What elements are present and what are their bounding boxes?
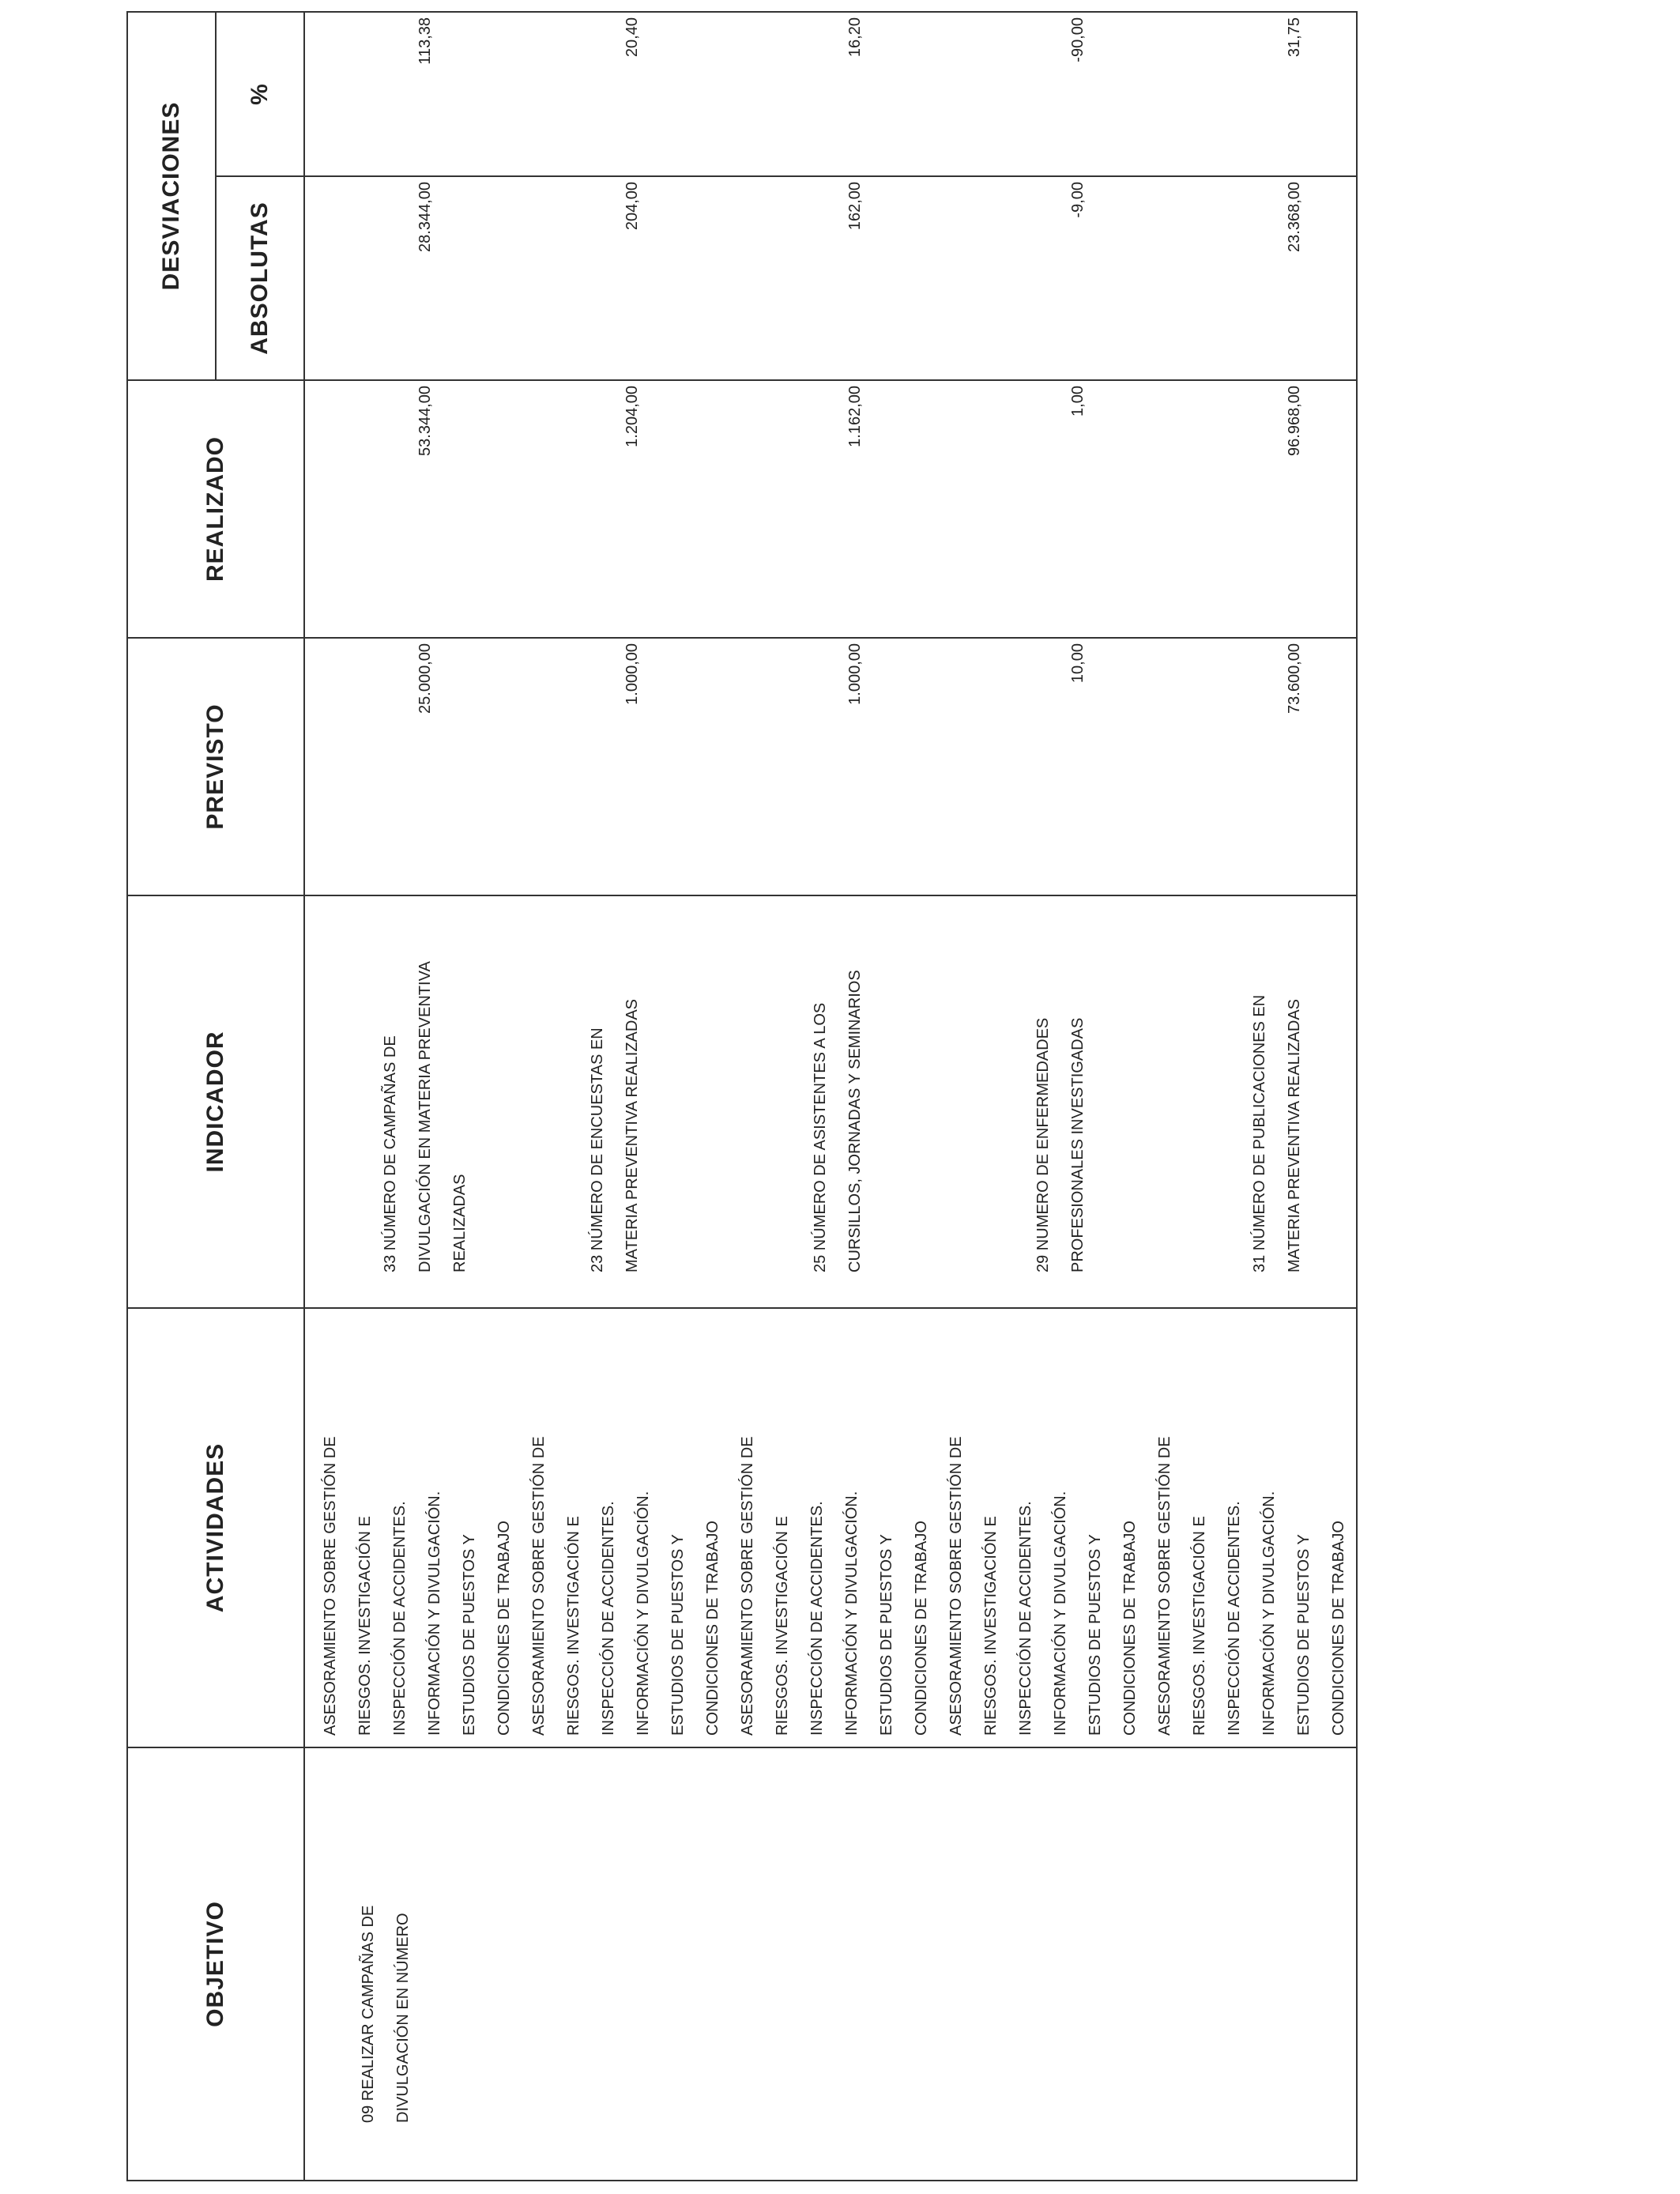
previsto-value: 25.000,00 bbox=[416, 643, 434, 714]
header-previsto: PREVISTO bbox=[127, 638, 304, 895]
absolutas-value: 204,00 bbox=[623, 182, 641, 231]
actividad-line: ASESORAMIENTO SOBRE GESTIÓN DE bbox=[1156, 1436, 1173, 1736]
actividad-line: RIESGOS. INVESTIGACIÓN E bbox=[1191, 1516, 1208, 1736]
indicador-line: 23 NÚMERO DE ENCUESTAS EN bbox=[589, 1027, 606, 1272]
actividad-line: INFORMACIÓN Y DIVULGACIÓN. bbox=[843, 1491, 861, 1736]
porcentaje-value: 16,20 bbox=[846, 17, 864, 58]
actividad-line: RIESGOS. INVESTIGACIÓN E bbox=[982, 1516, 1000, 1736]
header-desviaciones: DESVIACIONES bbox=[127, 12, 216, 380]
realizado-cell bbox=[304, 380, 1357, 638]
objetivo-cell bbox=[304, 1747, 1357, 2181]
actividad-line: ESTUDIOS DE PUESTOS Y bbox=[878, 1534, 895, 1736]
actividad-line: INSPECCIÓN DE ACCIDENTES. bbox=[808, 1501, 826, 1736]
indicador-line: REALIZADAS bbox=[451, 1174, 469, 1272]
actividad-line: ASESORAMIENTO SOBRE GESTIÓN DE bbox=[947, 1436, 965, 1736]
objectives-table bbox=[126, 11, 1358, 2181]
actividad-line: ESTUDIOS DE PUESTOS Y bbox=[1295, 1534, 1313, 1736]
absolutas-value: 162,00 bbox=[846, 182, 864, 231]
objetivo-line: 09 REALIZAR CAMPAÑAS DE bbox=[360, 1905, 377, 2123]
header-porcentaje: % bbox=[216, 12, 304, 176]
actividad-line: INSPECCIÓN DE ACCIDENTES. bbox=[1017, 1501, 1034, 1736]
indicador-cell bbox=[304, 895, 1357, 1308]
actividad-line: ASESORAMIENTO SOBRE GESTIÓN DE bbox=[322, 1436, 339, 1736]
porcentaje-cell bbox=[304, 12, 1357, 176]
previsto-value: 10,00 bbox=[1069, 643, 1087, 684]
absolutas-value: 28.344,00 bbox=[416, 182, 434, 252]
indicador-line: PROFESIONALES INVESTIGADAS bbox=[1069, 1017, 1087, 1272]
indicador-item bbox=[580, 999, 650, 1272]
objetivo-line: DIVULGACIÓN EN NÚMERO bbox=[394, 1913, 412, 2123]
realizado-value: 1.162,00 bbox=[846, 386, 864, 447]
actividad-line: INFORMACIÓN Y DIVULGACIÓN. bbox=[1260, 1491, 1278, 1736]
previsto-value: 1.000,00 bbox=[846, 643, 864, 705]
actividades-cell bbox=[304, 1308, 1357, 1747]
actividad-line: RIESGOS. INVESTIGACIÓN E bbox=[356, 1516, 374, 1736]
indicador-line: 31 NÚMERO DE PUBLICACIONES EN bbox=[1251, 994, 1268, 1272]
header-absolutas: ABSOLUTAS bbox=[216, 176, 304, 380]
actividad-line: INFORMACIÓN Y DIVULGACIÓN. bbox=[635, 1491, 652, 1736]
actividad-line: CONDICIONES DE TRABAJO bbox=[913, 1521, 930, 1736]
header-actividades: ACTIVIDADES bbox=[127, 1308, 304, 1747]
absolutas-value: -9,00 bbox=[1069, 182, 1087, 218]
realizado-value: 53.344,00 bbox=[416, 386, 434, 456]
actividad-line: CONDICIONES DE TRABAJO bbox=[495, 1521, 513, 1736]
porcentaje-value: -90,00 bbox=[1069, 17, 1087, 62]
header-indicador: INDICADOR bbox=[127, 895, 304, 1308]
actividad-line: INFORMACIÓN Y DIVULGACIÓN. bbox=[1052, 1491, 1069, 1736]
indicador-line: MATERIA PREVENTIVA REALIZADAS bbox=[1286, 998, 1303, 1272]
actividad-line: INSPECCIÓN DE ACCIDENTES. bbox=[600, 1501, 617, 1736]
indicador-line: 25 NÚMERO DE ASISTENTES A LOS bbox=[812, 1002, 829, 1272]
indicador-line: CURSILLOS, JORNADAS Y SEMINARIOS bbox=[846, 970, 864, 1272]
actividad-line: ESTUDIOS DE PUESTOS Y bbox=[1087, 1534, 1104, 1736]
actividad-line: ASESORAMIENTO SOBRE GESTIÓN DE bbox=[530, 1436, 548, 1736]
indicador-line: DIVULGACIÓN EN MATERIA PREVENTIVA bbox=[416, 961, 434, 1272]
header-realizado: REALIZADO bbox=[127, 380, 304, 638]
realizado-value: 1,00 bbox=[1069, 386, 1087, 417]
indicador-line: 29 NUMERO DE ENFERMEDADES bbox=[1034, 1017, 1052, 1272]
absolutas-cell bbox=[304, 176, 1357, 380]
actividad-line: CONDICIONES DE TRABAJO bbox=[1330, 1521, 1347, 1736]
porcentaje-value: 20,40 bbox=[623, 17, 641, 58]
indicador-item bbox=[373, 961, 477, 1272]
porcentaje-value: 31,75 bbox=[1286, 17, 1303, 58]
actividad-line: ESTUDIOS DE PUESTOS Y bbox=[461, 1534, 478, 1736]
realizado-value: 1.204,00 bbox=[623, 386, 641, 447]
indicador-line: 33 NÚMERO DE CAMPAÑAS DE bbox=[382, 1035, 399, 1272]
actividad-line: INSPECCIÓN DE ACCIDENTES. bbox=[391, 1501, 409, 1736]
previsto-cell bbox=[304, 638, 1357, 895]
actividad-line: ASESORAMIENTO SOBRE GESTIÓN DE bbox=[739, 1436, 756, 1736]
indicador-item bbox=[1026, 1018, 1095, 1272]
realizado-value: 96.968,00 bbox=[1286, 386, 1303, 456]
actividad-line: CONDICIONES DE TRABAJO bbox=[1121, 1521, 1139, 1736]
porcentaje-value: 113,38 bbox=[416, 17, 434, 65]
absolutas-value: 23.368,00 bbox=[1286, 182, 1303, 252]
table-row bbox=[304, 12, 1357, 2181]
actividad-line: INFORMACIÓN Y DIVULGACIÓN. bbox=[426, 1491, 443, 1736]
actividad-line: INSPECCIÓN DE ACCIDENTES. bbox=[1226, 1501, 1243, 1736]
indicador-item bbox=[803, 970, 872, 1272]
actividad-line: CONDICIONES DE TRABAJO bbox=[704, 1521, 721, 1736]
previsto-value: 1.000,00 bbox=[623, 643, 641, 705]
actividad-line: RIESGOS. INVESTIGACIÓN E bbox=[774, 1516, 791, 1736]
rotated-page bbox=[126, 13, 1347, 2181]
header-objetivo: OBJETIVO bbox=[127, 1747, 304, 2181]
indicador-item bbox=[1242, 995, 1312, 1272]
indicador-line: MATERIA PREVENTIVA REALIZADAS bbox=[623, 998, 641, 1272]
actividad-line: ESTUDIOS DE PUESTOS Y bbox=[669, 1534, 687, 1736]
actividad-line: RIESGOS. INVESTIGACIÓN E bbox=[565, 1516, 582, 1736]
previsto-value: 73.600,00 bbox=[1286, 643, 1303, 714]
